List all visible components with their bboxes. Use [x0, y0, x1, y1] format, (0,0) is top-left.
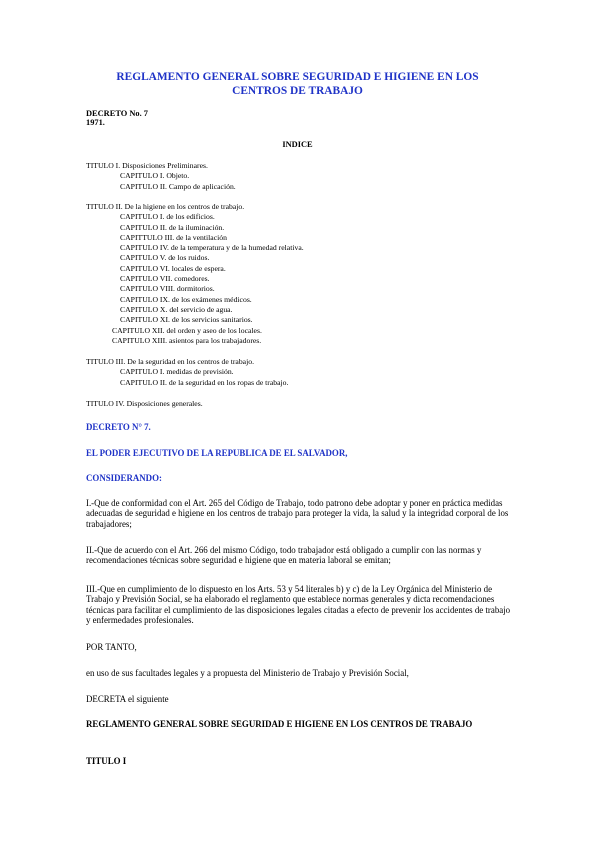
por-tanto-paragraph: POR TANTO, — [86, 642, 137, 652]
poder-ejecutivo-heading: EL PODER EJECUTIVO DE LA REPUBLICA DE EL SALVADOR, — [86, 448, 348, 458]
toc-titulo-3 — [86, 357, 288, 388]
considerando-paragraph-3: III.-Que en cumplimiento de lo dispuesto en los Arts. 53 y 54 literales b) y c) de la Ley Orgánica del Ministerio de Trabajo y Previsión Social, se ha elaborado el reglamento que establece normas generales y dicta recomendaciones técnicas para facilitar el cumplimiento de las disposiciones legales citadas a efecto de prevenir los accidentes de trabajo y enfermedades profesionales. — [86, 584, 511, 626]
considerando-heading: CONSIDERANDO: — [86, 473, 162, 483]
considerando-paragraph-1: I.-Que de conformidad con el Art. 265 del Código de Trabajo, todo patrono debe adoptar y poner en práctica medidas adecuadas de seguridad e higiene en los centros de trabajo para proteger la vida, la salud y la integridad corporal de los trabajadores; — [86, 498, 509, 529]
toc-chapter: CAPITULO IX. de los exámenes médicos. — [120, 294, 252, 304]
toc-heading: TITULO II. De la higiene en los centros de trabajo. — [86, 202, 245, 211]
toc-chapter: CAPITULO X. del servicio de agua. — [120, 304, 233, 314]
toc-chapter: CAPITULO XIII. asientos para los trabajadores. — [112, 335, 262, 345]
decree-header — [86, 109, 148, 127]
toc-chapter: CAPITULO I. de los edificios. — [120, 212, 215, 222]
toc-heading: TITULO IV. Disposiciones generales. — [86, 399, 203, 408]
decreta-paragraph: DECRETA el siguiente — [86, 694, 169, 704]
toc-heading: TITULO I. Disposiciones Preliminares. — [86, 161, 208, 170]
toc-chapter: CAPITULO I. medidas de previsión. — [120, 367, 234, 377]
toc-chapter: CAPITULO II. de la seguridad en los ropas de trabajo. — [120, 377, 289, 387]
toc-chapter: CAPITULO IV. de la temperatura y de la humedad relativa. — [120, 243, 304, 253]
decreto-number-heading: DECRETO N° 7. — [86, 422, 151, 432]
reglamento-heading: REGLAMENTO GENERAL SOBRE SEGURIDAD E HIGIENE EN LOS CENTROS DE TRABAJO — [86, 719, 473, 729]
toc-chapter: CAPITTULO III. de la ventilación — [120, 232, 227, 242]
toc-chapter: CAPITULO II. Campo de aplicación. — [120, 181, 236, 191]
toc-chapter: CAPITULO V. de los ruidos. — [120, 253, 210, 263]
toc-chapter: CAPITULO XII. del orden y aseo de los locales. — [112, 325, 262, 335]
toc-chapter: CAPITULO XI. de los servicios sanitarios. — [120, 315, 253, 325]
titulo-i-heading: TITULO I — [86, 756, 127, 766]
toc-chapter: CAPITULO VII. comedores. — [120, 274, 210, 284]
toc-chapter: CAPITULO II. de la iluminación. — [120, 222, 225, 232]
decree-year: 1971. — [86, 118, 105, 127]
document-title — [60, 70, 535, 98]
title-line-2: CENTROS DE TRABAJO — [232, 85, 363, 97]
toc-titulo-4 — [86, 399, 203, 409]
title-line-1: REGLAMENTO GENERAL SOBRE SEGURIDAD E HIGIENE EN LOS — [116, 71, 479, 83]
en-uso-paragraph: en uso de sus facultades legales y a propuesta del Ministerio de Trabajo y Previsión Social, — [86, 668, 409, 678]
decree-number: DECRETO No. 7 — [86, 109, 148, 118]
toc-chapter: CAPITULO VIII. dormitorios. — [120, 284, 215, 294]
toc-titulo-2 — [86, 202, 304, 346]
considerando-paragraph-2: II.-Que de acuerdo con el Art. 266 del mismo Código, todo trabajador está obligado a cumplir con las normas y recomendaciones técnicas sobre seguridad e higiene que en materia laboral se emitan; — [86, 545, 482, 566]
toc-heading: TITULO III. De la seguridad en los centros de trabajo. — [86, 357, 254, 366]
toc-chapter: CAPITULO VI. locales de espera. — [120, 263, 226, 273]
index-heading: INDICE — [282, 140, 313, 149]
toc-chapter: CAPITULO I. Objeto. — [120, 171, 190, 181]
toc-titulo-1 — [86, 161, 236, 192]
